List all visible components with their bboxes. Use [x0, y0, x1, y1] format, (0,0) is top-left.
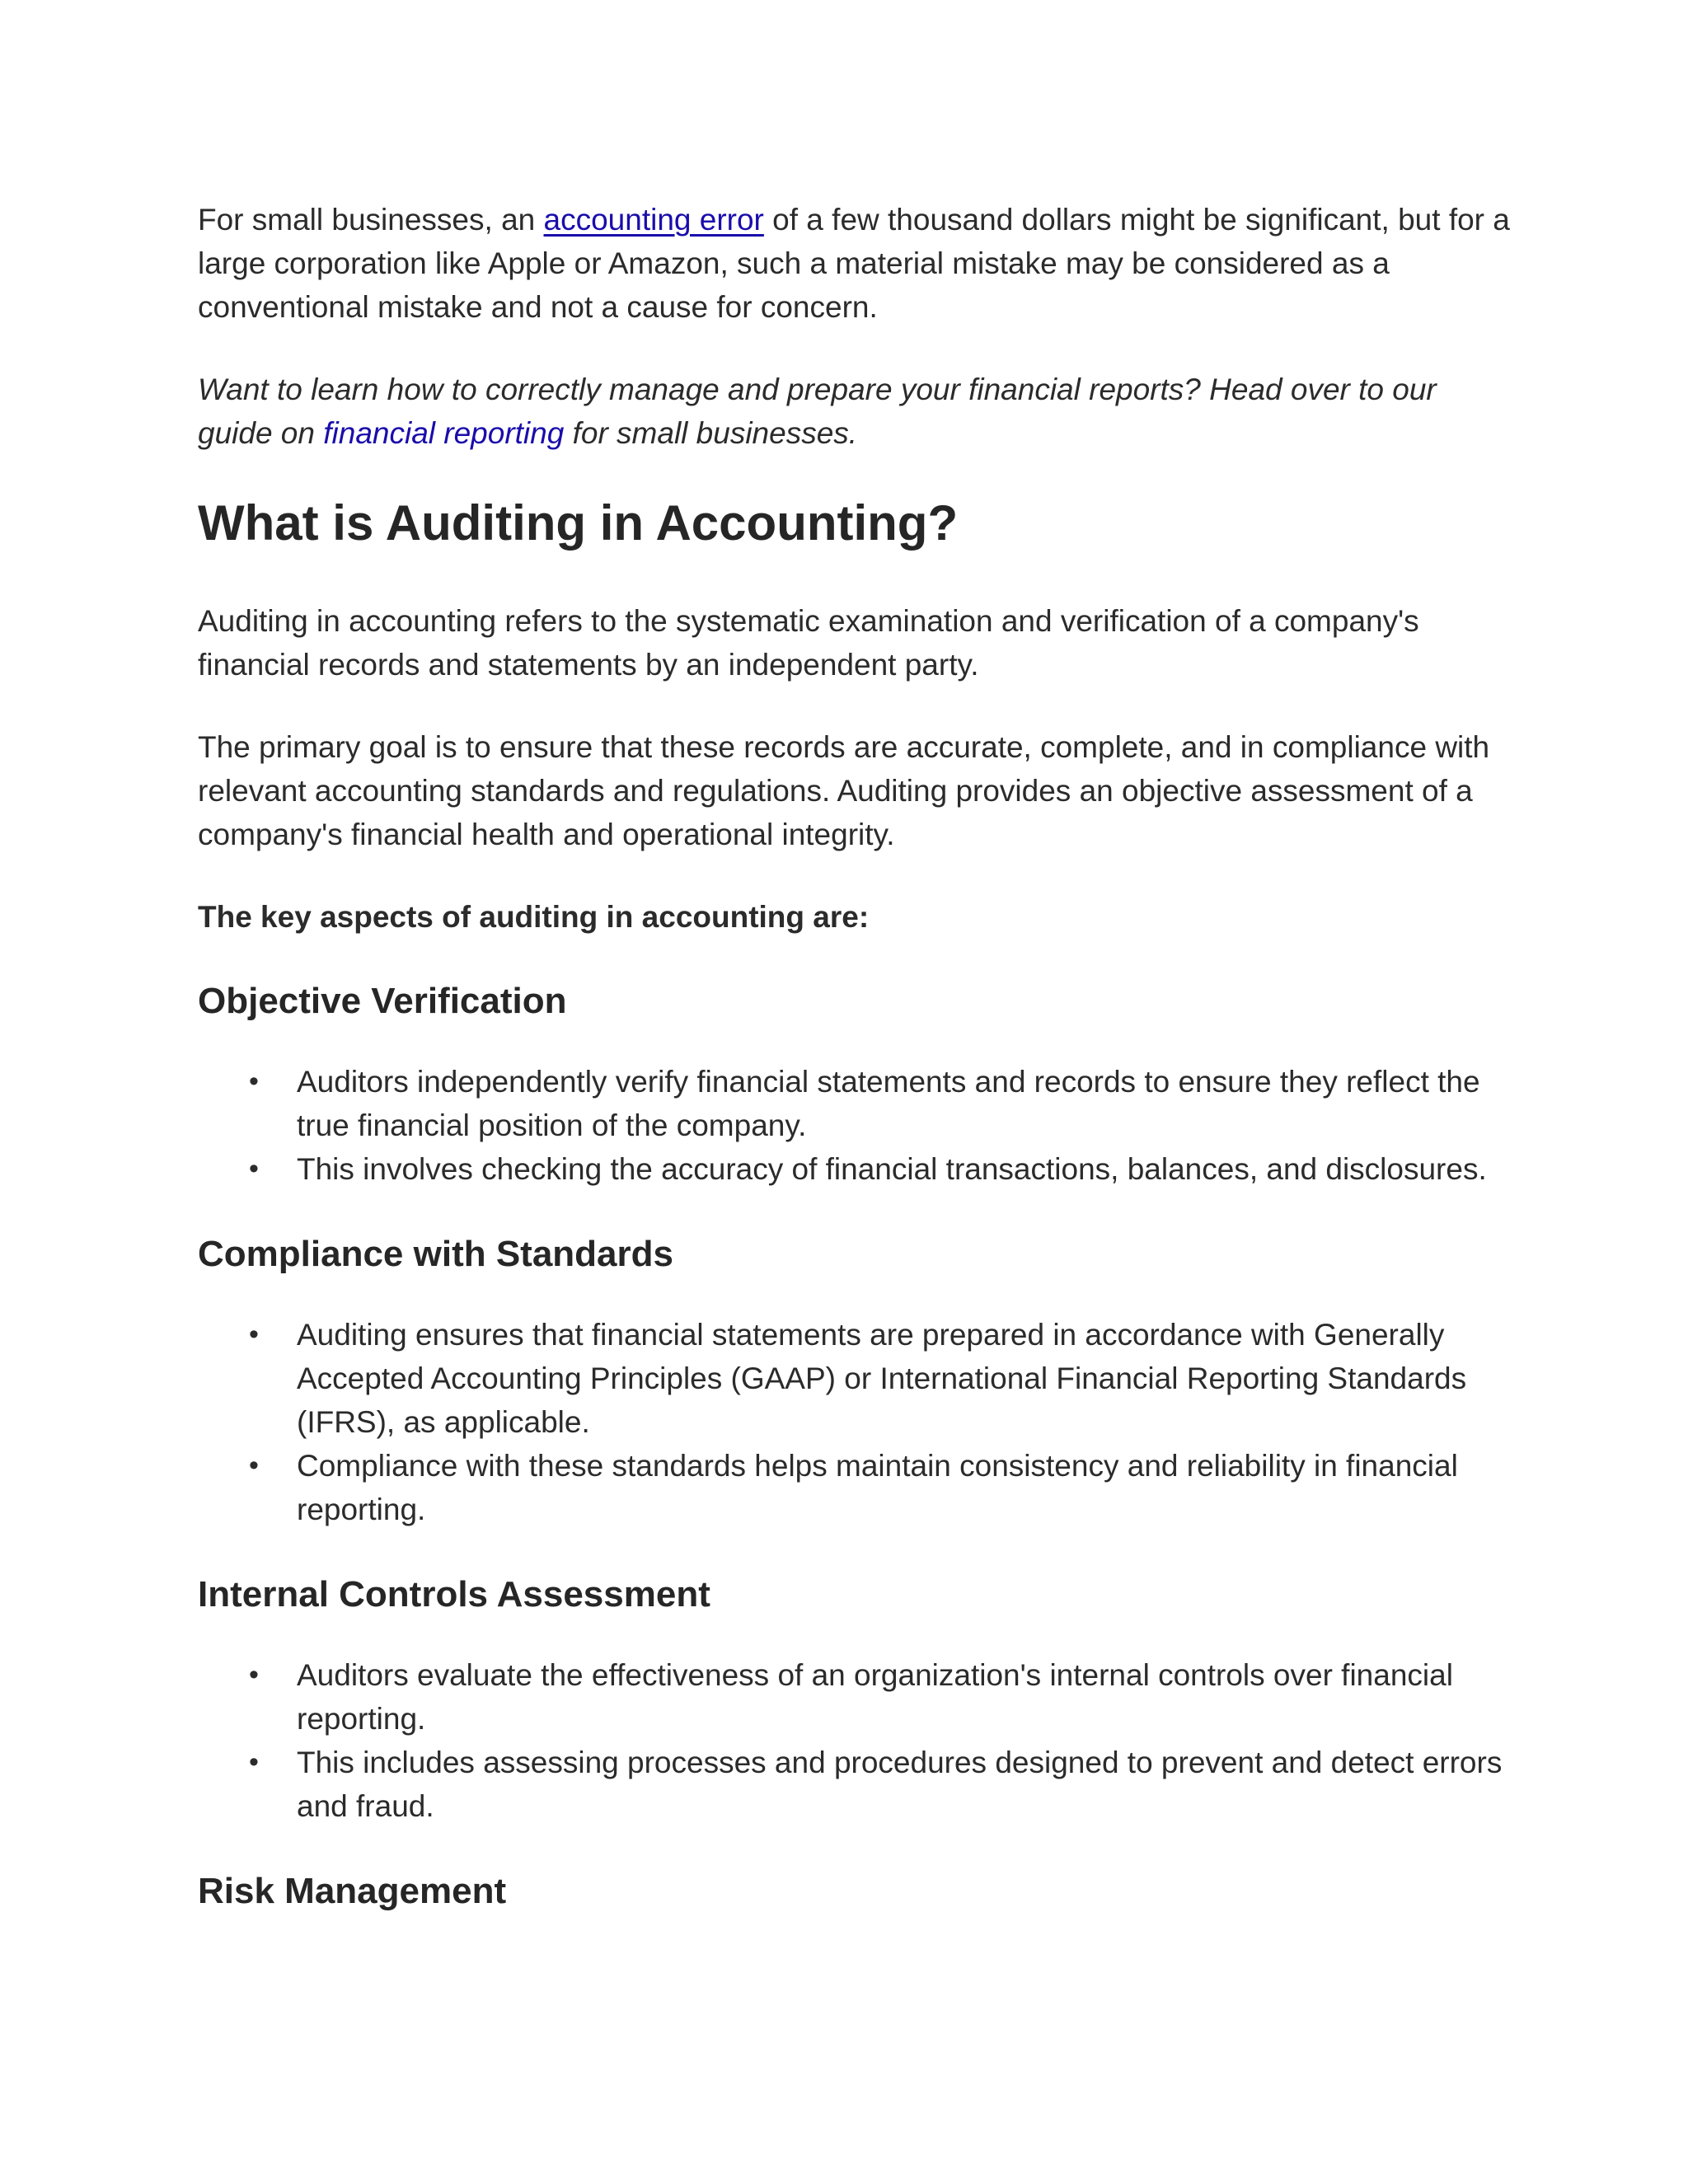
intro-text-before: For small businesses, an: [198, 203, 544, 237]
list-item: [198, 1653, 1517, 1741]
section-title: What is Auditing in Accounting?: [198, 495, 959, 551]
accounting-error-link[interactable]: accounting error: [543, 203, 764, 237]
bullet-icon: •: [249, 1450, 259, 1481]
list-item: [198, 1741, 1517, 1828]
bullet-icon: •: [249, 1153, 259, 1184]
document-page: [198, 198, 1517, 1950]
list-item-text: Auditing ensures that financial statements are prepared in accordance with Generally Accepted Accounting Principles (GAAP) or International Financial Reporting Standards (IFRS), as applicable.: [297, 1318, 1467, 1439]
list-item-text: Compliance with these standards helps maintain consistency and reliability in financial reporting.: [297, 1449, 1458, 1526]
list-item: [198, 1313, 1517, 1444]
bullet-icon: •: [249, 1659, 259, 1690]
list-item: [198, 1060, 1517, 1147]
compliance-with-standards-list: [198, 1313, 1517, 1531]
list-item-text: This involves checking the accuracy of financial transactions, balances, and disclosures.: [297, 1152, 1487, 1186]
list-item-text: Auditors evaluate the effectiveness of an organization's internal controls over financial reporting.: [297, 1658, 1453, 1736]
bullet-icon: •: [249, 1066, 259, 1097]
list-item: [198, 1147, 1517, 1191]
guide-text-after: for small businesses.: [564, 416, 858, 450]
definition-paragraph: Auditing in accounting refers to the systematic examination and verification of a company's financial records and statements by an independent party.: [198, 604, 1419, 682]
list-item: [198, 1444, 1517, 1531]
subsection-title-internal-controls-assessment: Internal Controls Assessment: [198, 1574, 710, 1615]
key-aspects-label: The key aspects of auditing in accounting are:: [198, 900, 870, 934]
internal-controls-assessment-list: [198, 1653, 1517, 1828]
goal-paragraph: The primary goal is to ensure that these records are accurate, complete, and in compliance with relevant accounting standards and regulations. Auditing provides an objective assessment of a company's financial health and operational integrity.: [198, 730, 1490, 851]
intro-text-after: of a few thousand dollars might be significant, but for a large corporation like Apple or Amazon, such a material mistake may be considered as a conventional mistake and not a cause for concern.: [198, 203, 1510, 324]
subsection-title-objective-verification: Objective Verification: [198, 981, 567, 1021]
bullet-icon: •: [249, 1746, 259, 1778]
list-item-text: Auditors independently verify financial statements and records to ensure they reflect the true financial position of the company.: [297, 1065, 1480, 1142]
guide-callout: [198, 368, 1517, 455]
subsection-title-risk-management: Risk Management: [198, 1871, 507, 1911]
subsection-title-compliance-with-standards: Compliance with Standards: [198, 1234, 673, 1274]
list-item-text: This includes assessing processes and procedures designed to prevent and detect errors and fraud.: [297, 1746, 1503, 1823]
guide-text-before: Want to learn how to correctly manage and prepare your financial reports? Head over to our guide on: [198, 373, 1437, 450]
financial-reporting-link[interactable]: financial reporting: [323, 416, 565, 450]
intro-paragraph: [198, 198, 1517, 329]
bullet-icon: •: [249, 1319, 259, 1350]
objective-verification-list: [198, 1060, 1517, 1191]
